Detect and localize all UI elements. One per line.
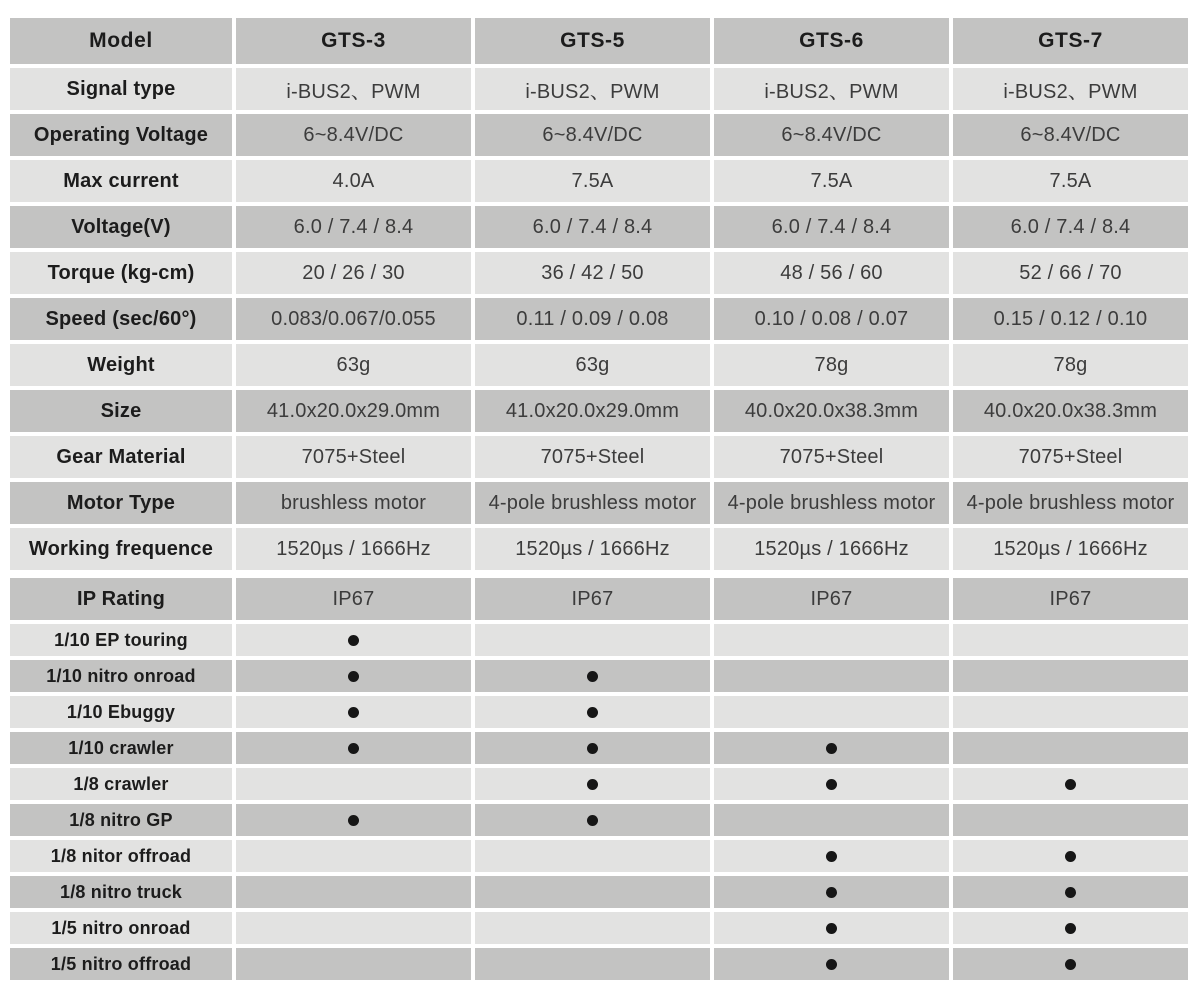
compat-cell xyxy=(953,948,1188,980)
spec-value: 6~8.4V/DC xyxy=(953,114,1188,156)
spec-value: brushless motor xyxy=(236,482,471,524)
compat-cell xyxy=(475,804,710,836)
spec-value: 0.11 / 0.09 / 0.08 xyxy=(475,298,710,340)
spec-value: 4-pole brushless motor xyxy=(475,482,710,524)
row-1-8-nitro-truck xyxy=(10,876,1188,908)
compat-cell xyxy=(236,840,471,872)
compat-dot xyxy=(587,779,598,790)
spec-value: 78g xyxy=(714,344,949,386)
column-header-model: Model xyxy=(10,18,232,64)
compat-dot xyxy=(1065,779,1076,790)
spec-value: 7.5A xyxy=(475,160,710,202)
spec-label: IP Rating xyxy=(10,578,232,620)
compat-cell xyxy=(714,732,949,764)
compat-label: 1/8 nitro truck xyxy=(10,876,232,908)
compat-dot xyxy=(587,743,598,754)
compat-dot xyxy=(348,635,359,646)
compat-cell xyxy=(714,948,949,980)
row-signal-type xyxy=(10,68,1188,110)
compat-cell xyxy=(236,876,471,908)
compat-cell xyxy=(953,660,1188,692)
compat-dot xyxy=(587,707,598,718)
compat-cell xyxy=(236,696,471,728)
compat-cell xyxy=(953,732,1188,764)
compat-label: 1/8 crawler xyxy=(10,768,232,800)
spec-label: Weight xyxy=(10,344,232,386)
spec-value: 7075+Steel xyxy=(475,436,710,478)
spec-value: 48 / 56 / 60 xyxy=(714,252,949,294)
column-header-gts5: GTS-5 xyxy=(475,18,710,64)
compat-label: 1/5 nitro offroad xyxy=(10,948,232,980)
row-torque xyxy=(10,252,1188,294)
spec-label: Size xyxy=(10,390,232,432)
compat-cell xyxy=(714,876,949,908)
row-1-10-ep-touring xyxy=(10,624,1188,656)
spec-value: 20 / 26 / 30 xyxy=(236,252,471,294)
spec-value: 6.0 / 7.4 / 8.4 xyxy=(953,206,1188,248)
row-size xyxy=(10,390,1188,432)
compat-cell xyxy=(236,732,471,764)
spec-label: Gear Material xyxy=(10,436,232,478)
spec-value: IP67 xyxy=(236,578,471,620)
row-1-10-crawler xyxy=(10,732,1188,764)
compat-cell xyxy=(475,696,710,728)
spec-value: 6~8.4V/DC xyxy=(714,114,949,156)
table-header-row xyxy=(10,18,1188,64)
row-speed xyxy=(10,298,1188,340)
spec-value: 40.0x20.0x38.3mm xyxy=(953,390,1188,432)
compat-cell xyxy=(236,660,471,692)
compat-label: 1/8 nitor offroad xyxy=(10,840,232,872)
row-1-8-nitor-offroad xyxy=(10,840,1188,872)
row-1-8-crawler xyxy=(10,768,1188,800)
compat-dot xyxy=(348,707,359,718)
compat-dot xyxy=(826,851,837,862)
spec-label: Torque (kg-cm) xyxy=(10,252,232,294)
row-gear-material xyxy=(10,436,1188,478)
compat-cell xyxy=(475,768,710,800)
compat-cell xyxy=(475,912,710,944)
compat-dot xyxy=(348,815,359,826)
spec-label: Operating Voltage xyxy=(10,114,232,156)
compat-label: 1/10 EP touring xyxy=(10,624,232,656)
spec-value: 4.0A xyxy=(236,160,471,202)
compat-dot xyxy=(826,959,837,970)
spec-value: 7075+Steel xyxy=(236,436,471,478)
compat-cell xyxy=(953,768,1188,800)
spec-value: 6.0 / 7.4 / 8.4 xyxy=(475,206,710,248)
spec-value: IP67 xyxy=(714,578,949,620)
compat-cell xyxy=(953,876,1188,908)
compat-cell xyxy=(714,912,949,944)
spec-label: Working frequence xyxy=(10,528,232,570)
compat-dot xyxy=(1065,887,1076,898)
compat-cell xyxy=(236,912,471,944)
compat-cell xyxy=(236,804,471,836)
spec-value: 4-pole brushless motor xyxy=(953,482,1188,524)
compat-dot xyxy=(1065,923,1076,934)
column-header-gts7: GTS-7 xyxy=(953,18,1188,64)
compat-cell xyxy=(714,660,949,692)
row-1-10-ebuggy xyxy=(10,696,1188,728)
compat-dot xyxy=(587,815,598,826)
compat-dot xyxy=(826,779,837,790)
row-1-10-nitro-onroad xyxy=(10,660,1188,692)
compat-cell xyxy=(475,840,710,872)
spec-value: i-BUS2、PWM xyxy=(236,68,471,110)
spec-value: 63g xyxy=(475,344,710,386)
compat-cell xyxy=(714,696,949,728)
spec-value: 78g xyxy=(953,344,1188,386)
spec-label: Voltage(V) xyxy=(10,206,232,248)
row-voltage xyxy=(10,206,1188,248)
spec-table xyxy=(10,18,1188,980)
row-motor-type xyxy=(10,482,1188,524)
spec-value: 1520µs / 1666Hz xyxy=(475,528,710,570)
spec-value: 7.5A xyxy=(953,160,1188,202)
compat-dot xyxy=(587,671,598,682)
compat-dot xyxy=(348,743,359,754)
spec-value: 7.5A xyxy=(714,160,949,202)
column-header-gts6: GTS-6 xyxy=(714,18,949,64)
spec-label: Speed (sec/60°) xyxy=(10,298,232,340)
spec-value: 7075+Steel xyxy=(953,436,1188,478)
spec-value: 36 / 42 / 50 xyxy=(475,252,710,294)
compat-cell xyxy=(953,804,1188,836)
spec-value: IP67 xyxy=(475,578,710,620)
spec-value: 1520µs / 1666Hz xyxy=(953,528,1188,570)
spec-value: 6~8.4V/DC xyxy=(236,114,471,156)
spec-value: 52 / 66 / 70 xyxy=(953,252,1188,294)
spec-label: Motor Type xyxy=(10,482,232,524)
compat-cell xyxy=(714,840,949,872)
spec-label: Max current xyxy=(10,160,232,202)
column-header-gts3: GTS-3 xyxy=(236,18,471,64)
compat-cell xyxy=(236,948,471,980)
compat-cell xyxy=(475,948,710,980)
compat-cell xyxy=(236,768,471,800)
row-1-5-nitro-offroad xyxy=(10,948,1188,980)
compat-cell xyxy=(475,876,710,908)
spec-value: 63g xyxy=(236,344,471,386)
spec-value: 0.10 / 0.08 / 0.07 xyxy=(714,298,949,340)
spec-value: 40.0x20.0x38.3mm xyxy=(714,390,949,432)
spec-value: 0.083/0.067/0.055 xyxy=(236,298,471,340)
spec-value: 4-pole brushless motor xyxy=(714,482,949,524)
spec-value: i-BUS2、PWM xyxy=(475,68,710,110)
row-ip-rating xyxy=(10,578,1188,620)
spec-value: IP67 xyxy=(953,578,1188,620)
compat-cell xyxy=(714,768,949,800)
row-working-frequence xyxy=(10,528,1188,570)
compat-dot xyxy=(826,887,837,898)
spec-value: i-BUS2、PWM xyxy=(714,68,949,110)
spec-value: 0.15 / 0.12 / 0.10 xyxy=(953,298,1188,340)
spec-value: 6~8.4V/DC xyxy=(475,114,710,156)
compat-cell xyxy=(236,624,471,656)
spec-label: Signal type xyxy=(10,68,232,110)
compat-cell xyxy=(953,912,1188,944)
spec-value: 1520µs / 1666Hz xyxy=(714,528,949,570)
compat-dot xyxy=(826,743,837,754)
spec-value: 6.0 / 7.4 / 8.4 xyxy=(236,206,471,248)
compat-cell xyxy=(475,660,710,692)
compat-dot xyxy=(348,671,359,682)
spec-value: i-BUS2、PWM xyxy=(953,68,1188,110)
compat-dot xyxy=(826,923,837,934)
spec-value: 7075+Steel xyxy=(714,436,949,478)
compat-cell xyxy=(953,624,1188,656)
compat-cell xyxy=(953,840,1188,872)
compat-label: 1/5 nitro onroad xyxy=(10,912,232,944)
compat-cell xyxy=(953,696,1188,728)
compat-cell xyxy=(714,804,949,836)
compat-cell xyxy=(714,624,949,656)
spec-value: 1520µs / 1666Hz xyxy=(236,528,471,570)
compat-label: 1/10 nitro onroad xyxy=(10,660,232,692)
compat-dot xyxy=(1065,851,1076,862)
compat-label: 1/8 nitro GP xyxy=(10,804,232,836)
row-1-5-nitro-onroad xyxy=(10,912,1188,944)
spec-value: 41.0x20.0x29.0mm xyxy=(475,390,710,432)
compat-dot xyxy=(1065,959,1076,970)
row-max-current xyxy=(10,160,1188,202)
compat-label: 1/10 crawler xyxy=(10,732,232,764)
compat-cell xyxy=(475,732,710,764)
row-weight xyxy=(10,344,1188,386)
spec-value: 6.0 / 7.4 / 8.4 xyxy=(714,206,949,248)
row-operating-voltage xyxy=(10,114,1188,156)
compat-label: 1/10 Ebuggy xyxy=(10,696,232,728)
compat-cell xyxy=(475,624,710,656)
spec-value: 41.0x20.0x29.0mm xyxy=(236,390,471,432)
row-1-8-nitro-gp xyxy=(10,804,1188,836)
